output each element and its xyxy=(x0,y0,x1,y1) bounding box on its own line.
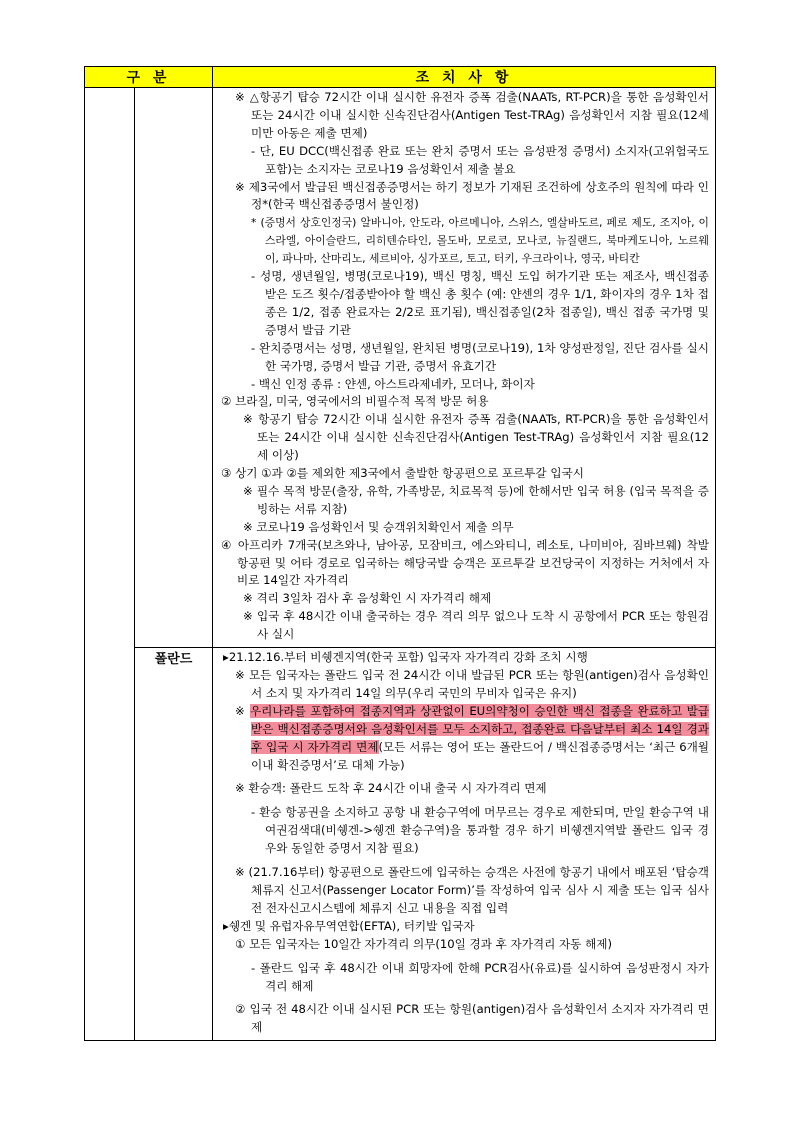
measure-line: ※ 제3국에서 발급된 백신접종증명서는 하기 정보가 기재된 조건하에 상호주의 원칙에 따라 인정*(한국 백신접종증명서 불인정) xyxy=(235,179,709,212)
measure-line: ※ 필수 목적 방문(출장, 유학, 가족방문, 치료목적 등)에 한해서만 입국 허용 (입국 목적을 증빙하는 서류 지참) xyxy=(243,483,709,516)
measures-cell-portugal xyxy=(213,88,716,648)
measures-table xyxy=(84,66,716,1041)
header-category: 구 분 xyxy=(85,67,213,88)
country-cell-poland: 폴란드 xyxy=(135,648,213,1041)
table-row-poland xyxy=(85,648,716,1041)
measure-line: ▸21.12.16.부터 비쉥겐지역(한국 포함) 입국자 자가격리 강화 조치 시행 xyxy=(223,650,588,665)
measure-line: ② 브라질, 미국, 영국에서의 비필수적 목적 방문 허용 xyxy=(221,394,489,409)
measure-line: ※ 모든 입국자는 폴란드 입국 전 24시간 이내 발급된 PCR 또는 항원(antigen)검사 음성확인서 소지 및 자가격리 14일 의무(우리 국민의 무비자 입국은 유지) xyxy=(235,668,709,700)
measure-line: ※ 환승객: 폴란드 도착 후 24시간 이내 출국 시 자가격리 면제 xyxy=(235,781,547,796)
highlighted-text: 우리나라를 포함하여 접종지역과 상관없이 EU의약청이 승인한 백신 접종을 완료하고 발급 받은 백신접종증명서와 음성확인서를 모두 소지하고, 접종완료 다음날부터 최소 14일 경과 후 입국 시 자가격리 면제 xyxy=(249,703,709,754)
measure-line: - 완치증명서는 성명, 생년월일, 완치된 병명(코로나19), 1차 양성판정일, 진단 검사를 실시한 국가명, 증명서 발급 기관, 증명서 유효기간 xyxy=(251,340,709,373)
measure-line: ※ 격리 3일차 검사 후 음성확인 시 자가격리 해제 xyxy=(243,591,492,606)
measure-line: ▸쉥겐 및 유럽자유무역연합(EFTA), 터키발 입국자 xyxy=(223,918,475,933)
measure-line: - 단, EU DCC(백신접종 완료 또는 완치 증명서 또는 음성판정 증명서) 소지자(고위험국도 포함)는 소지자는 코로나19 음성확인서 제출 불요 xyxy=(251,143,709,176)
table-header-row xyxy=(85,67,716,88)
table-row-portugal xyxy=(85,88,716,648)
measure-line: ※ △항공기 탑승 72시간 이내 실시한 유전자 증폭 검출(NAATs, RT-PCR)을 통한 음성확인서 또는 24시간 이내 실시한 신속진단검사(Antigen Test-TRAg) 음성확인서 지참 필요(12세 미만 아동은 제출 면제) xyxy=(235,90,709,140)
measures-cell-poland xyxy=(213,648,716,1041)
measure-line: - 폴란드 입국 후 48시간 이내 희망자에 한해 PCR검사(유료)를 실시하여 음성판정시 자가격리 해제 xyxy=(251,960,709,993)
measure-line: - 성명, 생년월일, 병명(코로나19), 백신 명칭, 백신 도입 허가기관 또는 제조사, 백신접종 받은 도즈 횟수/접종받아야 할 백신 총 횟수 (예: 얀센의 경우 1/1, 화이자의 경우 1차 접종은 1/2, 접종 완료자는 2/2로 표기됨), 백신접종일(2차 접종일), 백신 접종 국가명 및 증명서 발급 기관 xyxy=(251,269,709,337)
measure-line: ② 입국 전 48시간 이내 실시된 PCR 또는 항원(antigen)검사 음성확인서 소지자 자가격리 면제 xyxy=(235,1002,709,1035)
measure-line: - 환승 항공권을 소지하고 공항 내 환승구역에 머무르는 경우로 제한되며, 만일 환승구역 내 여권검색대(비쉥겐->쉥겐 환승구역)을 통과할 경우 하기 비쉥겐지역발 폴란드 입국 경우와 동일한 증명서 지참 필요) xyxy=(251,805,709,856)
measure-line: ※ 코로나19 음성확인서 및 승객위치확인서 제출 의무 xyxy=(243,519,514,534)
country-cell-portugal xyxy=(135,88,213,648)
measure-line: ① 모든 입국자는 10일간 자가격리 의무(10일 경과 후 자가격리 자동 해제) xyxy=(235,936,612,951)
measure-line: - 백신 인정 종류 : 얀센, 아스트라제네카, 모더나, 화이자 xyxy=(251,376,535,391)
measure-line: ④ 아프리카 7개국(보츠와나, 남아공, 모잠비크, 에스와티니, 레소토, 나미비아, 짐바브웨) 착발 항공편 및 어타 경로로 입국하는 해당국발 승객은 포르투갈 보건당국이 지정하는 거처에서 자비로 14일간 자가격리 xyxy=(221,537,709,588)
measure-line xyxy=(221,703,709,775)
measure-line: ※ 항공기 탑승 72시간 이내 실시한 유전자 증폭 검출(NAATs, RT-PCR)을 통한 음성확인서 또는 24시간 이내 실시한 신속진단검사(Antigen Test-TRAg) 음성확인서 지참 필요(12세 이상) xyxy=(243,412,709,463)
measure-line: ※ (21.7.16부터) 항공편으로 폴란드에 입국하는 승객은 사전에 항공기 내에서 배포된 ‘탑승객 체류지 신고서(Passenger Locator Form)’를 작성하여 입국 심사 시 제출 또는 입국 심사 전 전자신고시스템에 체류지 신고 내용을 직접 입력 xyxy=(235,865,709,915)
region-cell xyxy=(85,88,135,1041)
note-mark: ※ xyxy=(235,703,250,718)
note-text: (모든 서류는 영어 또는 폴란드어 / 백신접종증명서는 ‘최근 6개월 이내 확진증명서’로 대체 가능) xyxy=(251,739,709,772)
measure-line: * (증명서 상호인정국) 알바니아, 안도라, 아르메니아, 스위스, 엘살바도르, 페로 제도, 조지아, 이스라엘, 아이슬란드, 리히텐슈타인, 몰도바, 모로코, 모나코, 뉴질랜드, 북마케도니아, 노르웨이, 파나마, 산마리노, 세르비아, 싱가포르, 토고, 터키, 우크라이나, 영국, 바티칸 xyxy=(251,216,709,266)
header-measures: 조 치 사 항 xyxy=(213,67,716,88)
measure-line: ※ 입국 후 48시간 이내 출국하는 경우 격리 의무 없으나 도착 시 공항에서 PCR 또는 항원검사 실시 xyxy=(243,609,709,642)
measure-line: ③ 상기 ①과 ②를 제외한 제3국에서 출발한 항공편으로 포르투갈 입국시 xyxy=(221,466,584,481)
